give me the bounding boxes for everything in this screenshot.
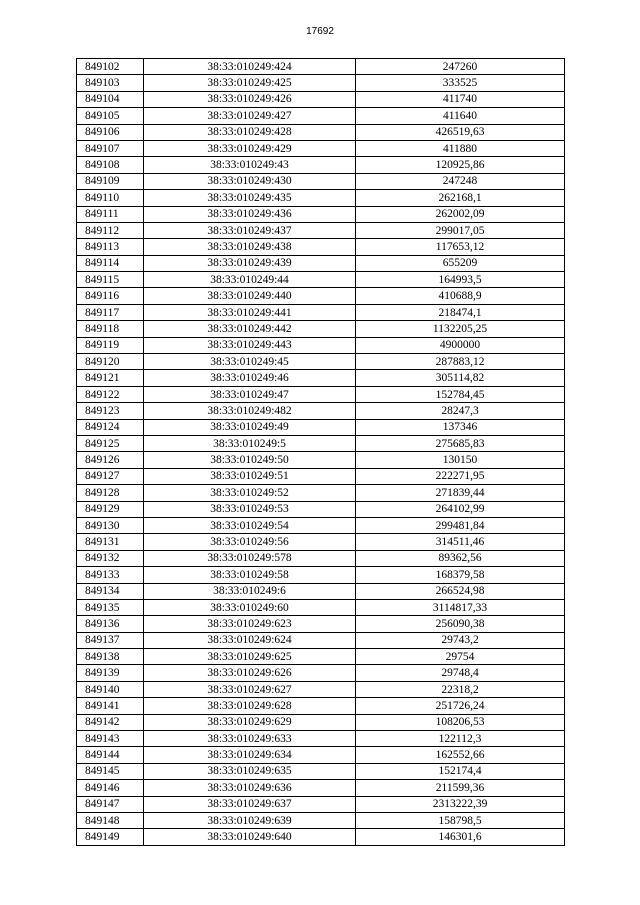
cadastral-value-cell: 22318,2 xyxy=(356,681,565,697)
cadastral-number-cell: 38:33:010249:440 xyxy=(144,288,356,304)
table-row xyxy=(77,354,565,370)
row-number-cell: 849145 xyxy=(77,763,144,779)
table-row xyxy=(77,321,565,337)
cadastral-number-cell: 38:33:010249:436 xyxy=(144,206,356,222)
cadastral-number-cell: 38:33:010249:60 xyxy=(144,599,356,615)
row-number-cell: 849128 xyxy=(77,485,144,501)
cadastral-value-cell: 287883,12 xyxy=(356,354,565,370)
cadastral-number-cell: 38:33:010249:627 xyxy=(144,681,356,697)
row-number-cell: 849141 xyxy=(77,698,144,714)
cadastral-value-cell: 3114817,33 xyxy=(356,599,565,615)
cadastral-number-cell: 38:33:010249:49 xyxy=(144,419,356,435)
cadastral-number-cell: 38:33:010249:626 xyxy=(144,665,356,681)
cadastral-number-cell: 38:33:010249:53 xyxy=(144,501,356,517)
cadastral-value-cell: 4900000 xyxy=(356,337,565,353)
row-number-cell: 849137 xyxy=(77,632,144,648)
cadastral-value-cell: 271839,44 xyxy=(356,485,565,501)
cadastral-number-cell: 38:33:010249:429 xyxy=(144,140,356,156)
table-row xyxy=(77,403,565,419)
table-row xyxy=(77,173,565,189)
table-row xyxy=(77,616,565,632)
row-number-cell: 849119 xyxy=(77,337,144,353)
cadastral-number-cell: 38:33:010249:439 xyxy=(144,255,356,271)
cadastral-number-cell: 38:33:010249:428 xyxy=(144,124,356,140)
cadastral-value-cell: 137346 xyxy=(356,419,565,435)
page-number: 17692 xyxy=(306,26,334,37)
cadastral-value-cell: 168379,58 xyxy=(356,567,565,583)
cadastral-number-cell: 38:33:010249:578 xyxy=(144,550,356,566)
table-row xyxy=(77,206,565,222)
table-row xyxy=(77,337,565,353)
cadastral-number-cell: 38:33:010249:443 xyxy=(144,337,356,353)
row-number-cell: 849109 xyxy=(77,173,144,189)
cadastral-number-cell: 38:33:010249:625 xyxy=(144,649,356,665)
row-number-cell: 849121 xyxy=(77,370,144,386)
cadastral-value-cell: 28247,3 xyxy=(356,403,565,419)
row-number-cell: 849125 xyxy=(77,435,144,451)
cadastral-value-cell: 411740 xyxy=(356,91,565,107)
table-row xyxy=(77,681,565,697)
table-row xyxy=(77,567,565,583)
row-number-cell: 849113 xyxy=(77,239,144,255)
cadastral-value-cell: 120925,86 xyxy=(356,157,565,173)
cadastral-number-cell: 38:33:010249:629 xyxy=(144,714,356,730)
row-number-cell: 849132 xyxy=(77,550,144,566)
cadastral-value-cell: 29754 xyxy=(356,649,565,665)
cadastral-value-cell: 247260 xyxy=(356,59,565,75)
table-row xyxy=(77,468,565,484)
row-number-cell: 849134 xyxy=(77,583,144,599)
table-row xyxy=(77,272,565,288)
cadastral-number-cell: 38:33:010249:438 xyxy=(144,239,356,255)
table-row xyxy=(77,190,565,206)
cadastral-number-cell: 38:33:010249:639 xyxy=(144,812,356,828)
cadastral-number-cell: 38:33:010249:430 xyxy=(144,173,356,189)
row-number-cell: 849108 xyxy=(77,157,144,173)
cadastral-number-cell: 38:33:010249:442 xyxy=(144,321,356,337)
cadastral-number-cell: 38:33:010249:426 xyxy=(144,91,356,107)
cadastral-number-cell: 38:33:010249:437 xyxy=(144,222,356,238)
cadastral-value-cell: 251726,24 xyxy=(356,698,565,714)
cadastral-value-cell: 264102,99 xyxy=(356,501,565,517)
table-row xyxy=(77,501,565,517)
row-number-cell: 849131 xyxy=(77,534,144,550)
cadastral-number-cell: 38:33:010249:52 xyxy=(144,485,356,501)
cadastral-value-cell: 266524,98 xyxy=(356,583,565,599)
table-row xyxy=(77,632,565,648)
table-row xyxy=(77,91,565,107)
row-number-cell: 849104 xyxy=(77,91,144,107)
row-number-cell: 849147 xyxy=(77,796,144,812)
table-row xyxy=(77,435,565,451)
cadastral-value-cell: 117653,12 xyxy=(356,239,565,255)
cadastral-value-cell: 655209 xyxy=(356,255,565,271)
table-row xyxy=(77,763,565,779)
table-row xyxy=(77,698,565,714)
cadastral-value-cell: 122112,3 xyxy=(356,731,565,747)
row-number-cell: 849126 xyxy=(77,452,144,468)
table-row xyxy=(77,780,565,796)
cadastral-number-cell: 38:33:010249:47 xyxy=(144,386,356,402)
cadastral-value-cell: 247248 xyxy=(356,173,565,189)
cadastral-value-cell: 211599,36 xyxy=(356,780,565,796)
cadastral-value-cell: 299017,05 xyxy=(356,222,565,238)
row-number-cell: 849149 xyxy=(77,829,144,845)
table-row xyxy=(77,222,565,238)
cadastral-value-cell: 1132205,25 xyxy=(356,321,565,337)
cadastral-number-cell: 38:33:010249:635 xyxy=(144,763,356,779)
cadastral-value-cell: 305114,82 xyxy=(356,370,565,386)
cadastral-number-cell: 38:33:010249:424 xyxy=(144,59,356,75)
cadastral-number-cell: 38:33:010249:624 xyxy=(144,632,356,648)
row-number-cell: 849139 xyxy=(77,665,144,681)
cadastral-number-cell: 38:33:010249:6 xyxy=(144,583,356,599)
cadastral-number-cell: 38:33:010249:441 xyxy=(144,304,356,320)
cadastral-number-cell: 38:33:010249:45 xyxy=(144,354,356,370)
cadastral-value-cell: 164993,5 xyxy=(356,272,565,288)
row-number-cell: 849123 xyxy=(77,403,144,419)
table-row xyxy=(77,649,565,665)
cadastral-value-cell: 29743,2 xyxy=(356,632,565,648)
table-row xyxy=(77,140,565,156)
cadastral-value-cell: 411880 xyxy=(356,140,565,156)
table-row xyxy=(77,157,565,173)
row-number-cell: 849146 xyxy=(77,780,144,796)
cadastral-number-cell: 38:33:010249:43 xyxy=(144,157,356,173)
cadastral-number-cell: 38:33:010249:482 xyxy=(144,403,356,419)
cadastral-value-cell: 2313222,39 xyxy=(356,796,565,812)
cadastral-number-cell: 38:33:010249:633 xyxy=(144,731,356,747)
table-row xyxy=(77,517,565,533)
cadastral-number-cell: 38:33:010249:51 xyxy=(144,468,356,484)
row-number-cell: 849124 xyxy=(77,419,144,435)
cadastral-value-cell: 222271,95 xyxy=(356,468,565,484)
row-number-cell: 849114 xyxy=(77,255,144,271)
cadastral-number-cell: 38:33:010249:50 xyxy=(144,452,356,468)
cadastral-value-cell: 158798,5 xyxy=(356,812,565,828)
cadastral-number-cell: 38:33:010249:623 xyxy=(144,616,356,632)
cadastral-value-cell: 262168,1 xyxy=(356,190,565,206)
row-number-cell: 849144 xyxy=(77,747,144,763)
table-row xyxy=(77,124,565,140)
row-number-cell: 849120 xyxy=(77,354,144,370)
row-number-cell: 849117 xyxy=(77,304,144,320)
table-row xyxy=(77,665,565,681)
table-row xyxy=(77,583,565,599)
cadastral-number-cell: 38:33:010249:637 xyxy=(144,796,356,812)
cadastral-value-cell: 426519,63 xyxy=(356,124,565,140)
table-row xyxy=(77,108,565,124)
cadastral-number-cell: 38:33:010249:636 xyxy=(144,780,356,796)
row-number-cell: 849138 xyxy=(77,649,144,665)
cadastral-value-cell: 146301,6 xyxy=(356,829,565,845)
cadastral-number-cell: 38:33:010249:640 xyxy=(144,829,356,845)
row-number-cell: 849102 xyxy=(77,59,144,75)
row-number-cell: 849116 xyxy=(77,288,144,304)
table-row xyxy=(77,59,565,75)
row-number-cell: 849112 xyxy=(77,222,144,238)
cadastral-value-cell: 256090,38 xyxy=(356,616,565,632)
row-number-cell: 849133 xyxy=(77,567,144,583)
table-row xyxy=(77,239,565,255)
cadastral-value-cell: 152174,4 xyxy=(356,763,565,779)
cadastral-value-cell: 299481,84 xyxy=(356,517,565,533)
table-row xyxy=(77,485,565,501)
table-row xyxy=(77,599,565,615)
table-body xyxy=(77,59,565,846)
cadastral-value-cell: 162552,66 xyxy=(356,747,565,763)
table-row xyxy=(77,731,565,747)
table-row xyxy=(77,288,565,304)
row-number-cell: 849140 xyxy=(77,681,144,697)
row-number-cell: 849135 xyxy=(77,599,144,615)
row-number-cell: 849142 xyxy=(77,714,144,730)
table-row xyxy=(77,796,565,812)
cadastral-value-cell: 275685,83 xyxy=(356,435,565,451)
row-number-cell: 849148 xyxy=(77,812,144,828)
cadastral-number-cell: 38:33:010249:46 xyxy=(144,370,356,386)
table-row xyxy=(77,747,565,763)
cadastral-value-cell: 333525 xyxy=(356,75,565,91)
cadastral-value-cell: 108206,53 xyxy=(356,714,565,730)
cadastral-value-cell: 410688,9 xyxy=(356,288,565,304)
row-number-cell: 849127 xyxy=(77,468,144,484)
row-number-cell: 849106 xyxy=(77,124,144,140)
table-row xyxy=(77,829,565,845)
cadastral-value-cell: 152784,45 xyxy=(356,386,565,402)
row-number-cell: 849105 xyxy=(77,108,144,124)
cadastral-number-cell: 38:33:010249:54 xyxy=(144,517,356,533)
cadastral-value-table xyxy=(76,58,565,846)
cadastral-value-cell: 314511,46 xyxy=(356,534,565,550)
cadastral-number-cell: 38:33:010249:427 xyxy=(144,108,356,124)
table-row xyxy=(77,812,565,828)
row-number-cell: 849110 xyxy=(77,190,144,206)
row-number-cell: 849118 xyxy=(77,321,144,337)
row-number-cell: 849103 xyxy=(77,75,144,91)
cadastral-number-cell: 38:33:010249:628 xyxy=(144,698,356,714)
cadastral-number-cell: 38:33:010249:634 xyxy=(144,747,356,763)
row-number-cell: 849130 xyxy=(77,517,144,533)
row-number-cell: 849111 xyxy=(77,206,144,222)
row-number-cell: 849122 xyxy=(77,386,144,402)
table-row xyxy=(77,255,565,271)
table-row xyxy=(77,75,565,91)
row-number-cell: 849115 xyxy=(77,272,144,288)
table-row xyxy=(77,550,565,566)
table-row xyxy=(77,534,565,550)
cadastral-value-cell: 89362,56 xyxy=(356,550,565,566)
cadastral-number-cell: 38:33:010249:58 xyxy=(144,567,356,583)
cadastral-value-cell: 218474,1 xyxy=(356,304,565,320)
table-row xyxy=(77,386,565,402)
table-row xyxy=(77,419,565,435)
cadastral-number-cell: 38:33:010249:425 xyxy=(144,75,356,91)
cadastral-number-cell: 38:33:010249:56 xyxy=(144,534,356,550)
cadastral-number-cell: 38:33:010249:44 xyxy=(144,272,356,288)
row-number-cell: 849129 xyxy=(77,501,144,517)
table-row xyxy=(77,370,565,386)
table-row xyxy=(77,304,565,320)
cadastral-value-cell: 29748,4 xyxy=(356,665,565,681)
row-number-cell: 849107 xyxy=(77,140,144,156)
row-number-cell: 849136 xyxy=(77,616,144,632)
cadastral-number-cell: 38:33:010249:5 xyxy=(144,435,356,451)
table-row xyxy=(77,452,565,468)
row-number-cell: 849143 xyxy=(77,731,144,747)
cadastral-value-cell: 262002,09 xyxy=(356,206,565,222)
cadastral-number-cell: 38:33:010249:435 xyxy=(144,190,356,206)
cadastral-value-cell: 130150 xyxy=(356,452,565,468)
table-row xyxy=(77,714,565,730)
cadastral-value-cell: 411640 xyxy=(356,108,565,124)
